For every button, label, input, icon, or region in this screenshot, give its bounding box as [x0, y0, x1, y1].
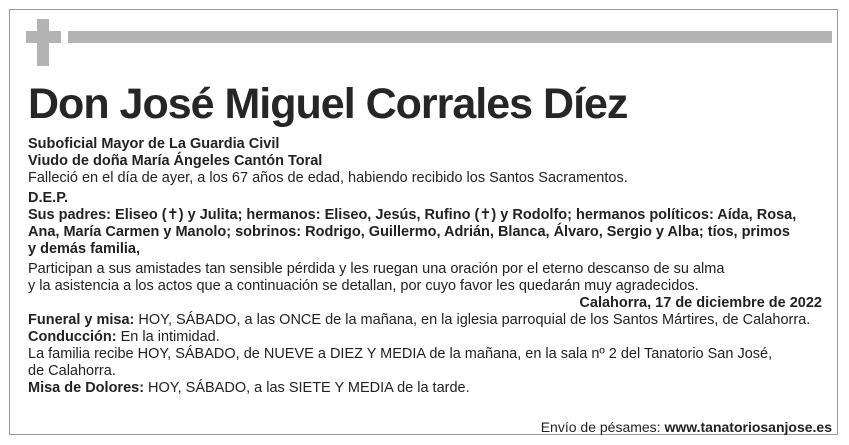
condolences-label: Envío de pésames:	[540, 419, 665, 435]
family-line-3: y demás familia,	[28, 241, 141, 257]
participation-line-2: y la asistencia a los actos que a continuación se detallan, por cuyo favor les quedarán muy agradecidos.	[28, 278, 699, 294]
participation-line-1: Participan a sus amistades tan sensible pérdida y les ruegan una oración por el eterno descanso de su alma	[28, 261, 725, 277]
funeral-text: HOY, SÁBADO, a las ONCE de la mañana, en la iglesia parroquial de los Santos Mártires, de Calahorra.	[134, 312, 811, 328]
obituary-body	[28, 136, 828, 397]
funeral-line	[28, 312, 828, 329]
deceased-name: Don José Miguel Corrales Díez	[28, 80, 628, 128]
visit-line-2: de Calahorra.	[28, 363, 116, 379]
misa-text: HOY, SÁBADO, a las SIETE Y MEDIA de la tarde.	[144, 380, 470, 396]
condolences-url[interactable]: www.tanatoriosanjose.es	[664, 419, 832, 435]
dep-label: D.E.P.	[28, 190, 69, 206]
funeral-label: Funeral y misa:	[28, 312, 135, 328]
condolences-line	[541, 419, 832, 435]
misa-label: Misa de Dolores:	[28, 380, 145, 396]
family-line-1: Sus padres: Eliseo (✝) y Julita; hermanos: Eliseo, Jesús, Rufino (✝) y Rodolfo; hermanos políticos: Aída, Rosa,	[28, 207, 797, 223]
cross-icon-arm	[26, 31, 61, 43]
title-widower: Viudo de doña María Ángeles Cantón Toral	[28, 153, 323, 169]
family-line-2: Ana, María Carmen y Manolo; sobrinos: Rodrigo, Guillermo, Adrián, Blanca, Álvaro, Sergio y Alba; tíos, primos	[28, 224, 790, 240]
header-bar	[68, 31, 832, 43]
misa-line	[28, 380, 828, 397]
conduccion-line	[28, 329, 828, 346]
visit-line-1: La familia recibe HOY, SÁBADO, de NUEVE a DIEZ Y MEDIA de la mañana, en la sala nº 2 del Tanatorio San José,	[28, 346, 773, 362]
conduccion-text: En la intimidad.	[116, 329, 220, 345]
place-date: Calahorra, 17 de diciembre de 2022	[579, 295, 822, 311]
conduccion-label: Conducción:	[28, 329, 117, 345]
title-rank: Suboficial Mayor de La Guardia Civil	[28, 136, 280, 152]
death-notice: Falleció en el día de ayer, a los 67 años de edad, habiendo recibido los Santos Sacramentos.	[28, 170, 628, 186]
